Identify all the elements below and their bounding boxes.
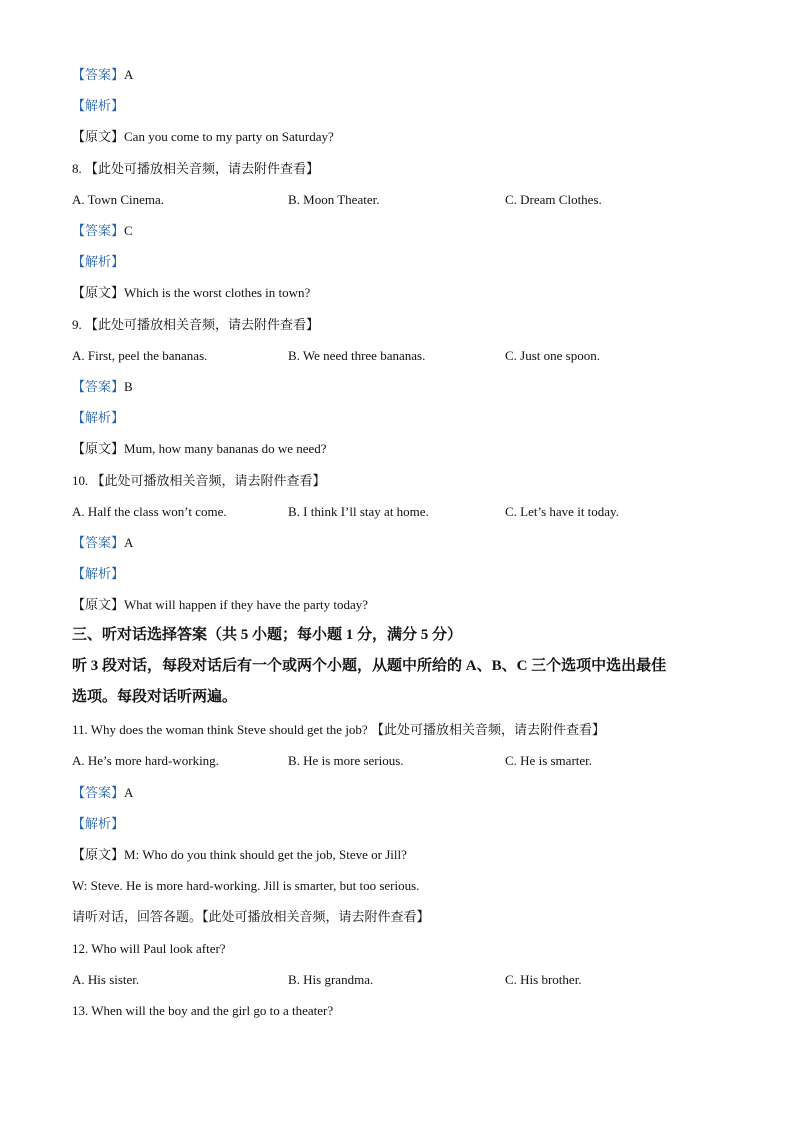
section-heading	[72, 657, 666, 675]
option-text: C. Let’s have it today.	[505, 503, 619, 519]
label-tag: 【答案】	[72, 379, 125, 394]
line-text: W: Steve. He is more hard-working. Jill is smarter, but too serious.	[72, 878, 420, 894]
line-text: A	[124, 67, 134, 82]
option-text: B. Moon Theater.	[288, 191, 380, 207]
text-line	[72, 409, 124, 427]
text-line	[72, 1002, 333, 1020]
text-line	[72, 222, 133, 240]
text-line	[72, 877, 419, 895]
text-line	[72, 846, 407, 864]
option-text: C. Just one spoon.	[505, 347, 600, 363]
label-tag: 【原文】	[72, 441, 125, 457]
label-tag: 【解析】	[72, 98, 125, 114]
line-text: 11. Why does the woman think Steve should get the job? 【此处可播放相关音频，请去附件查看】	[72, 722, 605, 738]
line-text: 8. 【此处可播放相关音频，请去附件查看】	[72, 160, 320, 176]
text-line	[72, 784, 133, 802]
text-line	[72, 316, 319, 334]
text-line	[72, 128, 334, 146]
option-text: A. Half the class won’t come.	[72, 503, 227, 519]
label-tag: 【原文】	[72, 597, 125, 613]
label-tag: 【原文】	[72, 285, 125, 301]
label-tag: 【答案】	[72, 223, 125, 238]
line-text: A	[124, 784, 134, 800]
label-tag: 【原文】	[72, 129, 125, 145]
text-line	[72, 66, 133, 84]
section-heading	[72, 626, 462, 644]
option-text: A. His sister.	[72, 971, 140, 987]
line-text: 请听对话，回答各题。【此处可播放相关音频，请去附件查看】	[72, 909, 430, 925]
line-text: Mum, how many bananas do we need?	[124, 441, 327, 457]
option-text: B. We need three bananas.	[288, 347, 426, 363]
text-line	[72, 160, 319, 178]
line-text: What will happen if they have the party today?	[124, 597, 369, 613]
text-line	[72, 284, 310, 302]
option-text: B. I think I’ll stay at home.	[288, 503, 429, 519]
option-text: B. His grandma.	[288, 971, 374, 987]
text-line	[72, 596, 368, 614]
line-text: 9. 【此处可播放相关音频，请去附件查看】	[72, 316, 320, 332]
text-line	[72, 97, 124, 115]
section-heading	[72, 688, 237, 706]
label-tag: 【解析】	[72, 410, 125, 426]
text-line	[72, 378, 133, 396]
text-line	[72, 565, 124, 583]
option-text: B. He is more serious.	[288, 753, 404, 769]
line-text: B	[124, 379, 133, 394]
option-text: C. His brother.	[505, 971, 582, 987]
line-text: 13. When will the boy and the girl go to a theater?	[72, 1003, 334, 1018]
text-line	[72, 253, 124, 271]
option-text: C. He is smarter.	[505, 753, 593, 769]
text-line	[72, 721, 605, 739]
line-text: 10. 【此处可播放相关音频，请去附件查看】	[72, 472, 326, 488]
label-tag: 【解析】	[72, 254, 125, 270]
line-text: C	[124, 223, 133, 238]
option-text: A. Town Cinema.	[72, 191, 165, 207]
label-tag: 【解析】	[72, 566, 125, 582]
line-text: 三、听对话选择答案（共 5 小题；每小题 1 分，满分 5 分）	[72, 626, 463, 643]
line-text: 12. Who will Paul look after?	[72, 940, 226, 956]
text-line	[72, 908, 430, 926]
label-tag: 【答案】	[72, 67, 125, 82]
text-line	[72, 940, 226, 958]
label-tag: 【解析】	[72, 815, 125, 831]
label-tag: 【答案】	[72, 784, 125, 800]
text-line	[72, 815, 124, 833]
label-tag: 【原文】	[72, 847, 125, 862]
option-text: A. He’s more hard-working.	[72, 753, 219, 769]
text-line	[72, 440, 327, 458]
line-text: Can you come to my party on Saturday?	[124, 129, 334, 145]
line-text: 听 3 段对话，每段对话后有一个或两个小题，从题中所给的 A、B、C 三个选项中选出最佳	[72, 657, 667, 674]
text-line	[72, 472, 326, 490]
text-line	[72, 534, 133, 552]
line-text: M: Who do you think should get the job, Steve or Jill?	[124, 847, 407, 862]
option-text: C. Dream Clothes.	[505, 191, 602, 207]
label-tag: 【答案】	[72, 535, 125, 550]
option-text: A. First, peel the bananas.	[72, 347, 208, 363]
line-text: A	[124, 535, 134, 550]
line-text: 选项。每段对话听两遍。	[72, 689, 238, 705]
line-text: Which is the worst clothes in town?	[124, 285, 311, 301]
